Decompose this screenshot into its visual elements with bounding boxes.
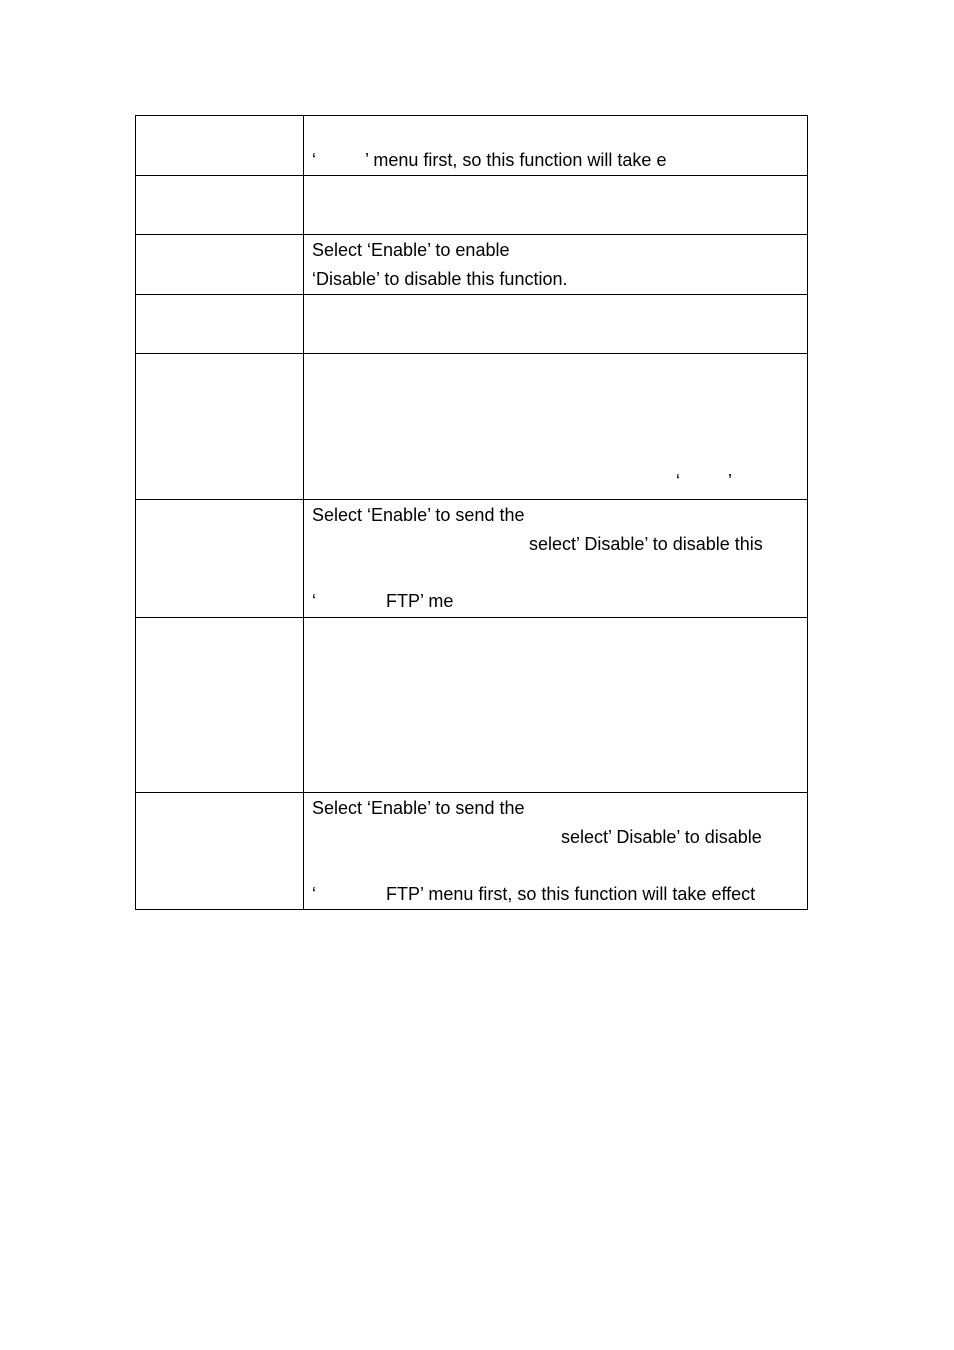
table-row bbox=[136, 176, 808, 235]
description-cell bbox=[304, 295, 808, 354]
table-row bbox=[136, 116, 808, 176]
label-cell bbox=[136, 116, 304, 176]
description-line: Select ‘Enable’ to enable bbox=[312, 240, 510, 260]
description-cell bbox=[304, 500, 808, 618]
description-cell bbox=[304, 793, 808, 910]
description-line: ‘ bbox=[312, 150, 316, 170]
description-cell bbox=[304, 116, 808, 176]
description-line: select’ Disable’ to disable bbox=[561, 827, 762, 847]
label-cell bbox=[136, 235, 304, 295]
settings-table bbox=[135, 115, 808, 910]
description-cell bbox=[304, 354, 808, 500]
description-cell bbox=[304, 618, 808, 793]
table-row bbox=[136, 500, 808, 618]
description-line: ’ bbox=[728, 471, 732, 491]
table-row bbox=[136, 235, 808, 295]
table-row bbox=[136, 793, 808, 910]
description-line: Select ‘Enable’ to send the bbox=[312, 798, 525, 818]
description-line: FTP’ me bbox=[386, 591, 454, 611]
description-line: Select ‘Enable’ to send the bbox=[312, 505, 525, 525]
table-row bbox=[136, 295, 808, 354]
label-cell bbox=[136, 500, 304, 618]
label-cell bbox=[136, 793, 304, 910]
description-line: select’ Disable’ to disable this bbox=[529, 534, 763, 554]
table-row bbox=[136, 618, 808, 793]
description-line: ‘ bbox=[312, 591, 316, 611]
description-line: ‘ bbox=[312, 884, 316, 904]
label-cell bbox=[136, 354, 304, 500]
description-cell bbox=[304, 235, 808, 295]
table-row bbox=[136, 354, 808, 500]
description-line: ‘ bbox=[676, 471, 680, 491]
label-cell bbox=[136, 618, 304, 793]
description-cell bbox=[304, 176, 808, 235]
description-line: ’ menu first, so this function will take e bbox=[365, 150, 667, 170]
description-line: FTP’ menu first, so this function will take effect bbox=[386, 884, 756, 904]
label-cell bbox=[136, 295, 304, 354]
description-line: ‘Disable’ to disable this function. bbox=[312, 269, 568, 289]
label-cell bbox=[136, 176, 304, 235]
